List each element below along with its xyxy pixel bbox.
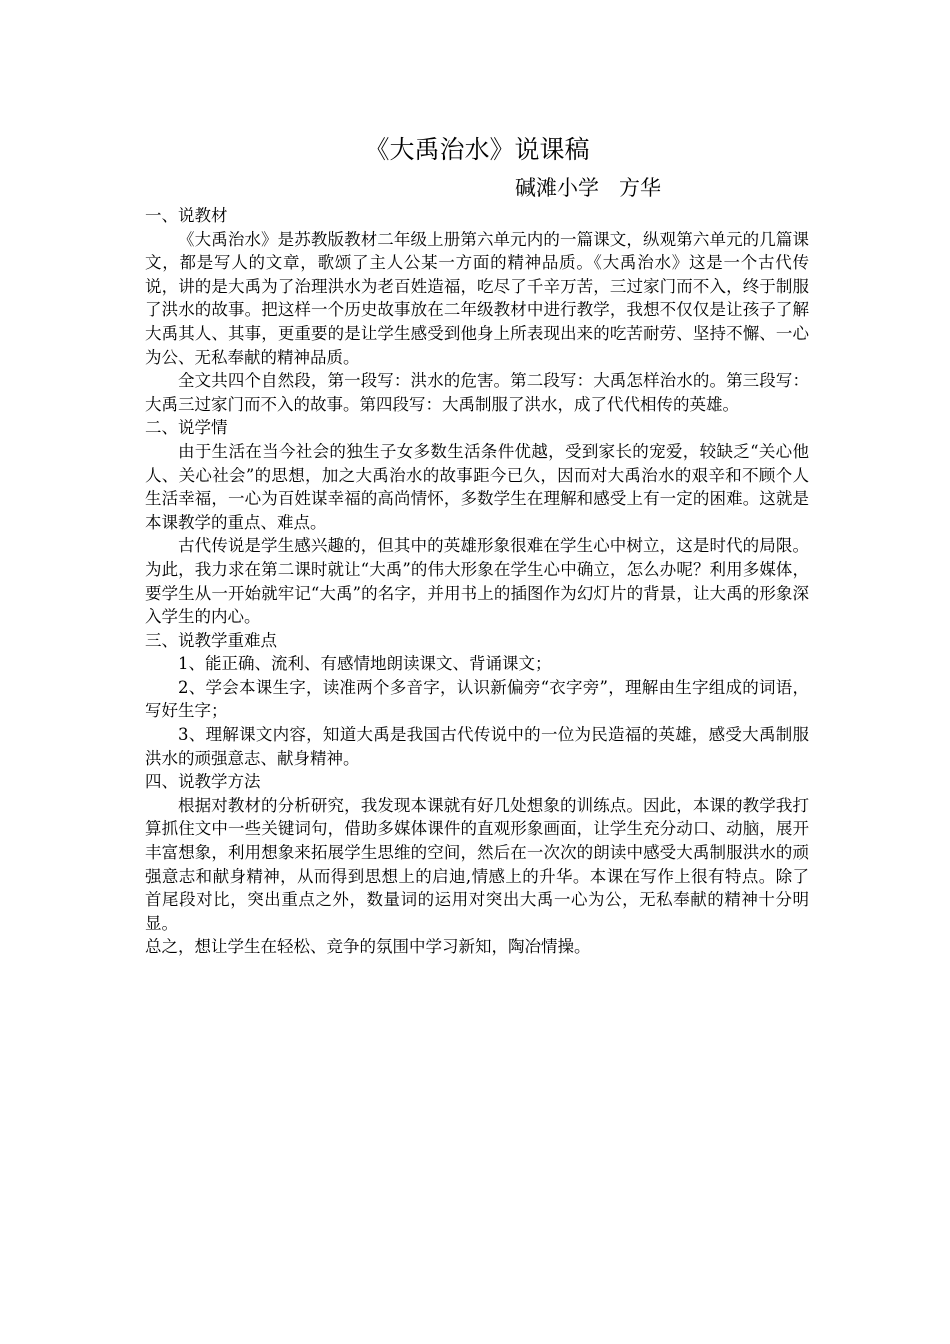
paragraph: 古代传说是学生感兴趣的，但其中的英雄形象很难在学生心中树立，这是时代的局限。为此，我力求在第二课时就让“大禹”的伟大形象在学生心中确立，怎么办呢？利用多媒体，要学生从一开始就牢记“大禹”的名字，并用书上的插图作为幻灯片的背景，让大禹的形象深入学生的内心。: [145, 536, 809, 627]
list-item: 1、能正确、流利、有感情地朗读课文、背诵课文；: [178, 654, 552, 674]
document-page: [145, 128, 809, 959]
section-heading: 二、说学情: [145, 418, 228, 438]
section-key-points: [145, 629, 809, 771]
document-title: 《大禹治水》说课稿: [364, 135, 590, 164]
section-textbook: [145, 204, 809, 416]
list-item: 2、学会本课生字，读准两个多音字，认识新偏旁“衣字旁”，理解由生字组成的词语，写好生字；: [145, 677, 809, 721]
closing-paragraph: 总之，想让学生在轻松、竞争的氛围中学习新知，陶冶情操。: [145, 937, 591, 957]
author-byline: 碱滩小学 方华: [515, 176, 662, 200]
section-methods: [145, 770, 809, 935]
paragraph: 由于生活在当今社会的独生子女多数生活条件优越，受到家长的宠爱，较缺乏“关心他人、关心社会”的思想，加之大禹治水的故事距今已久，因而对大禹治水的艰辛和不顾个人生活幸福，一心为百姓谋幸福的高尚情怀，多数学生在理解和感受上有一定的困难。这就是本课教学的重点、难点。: [145, 441, 809, 532]
section-learners: [145, 416, 809, 628]
list-item: 3、理解课文内容，知道大禹是我国古代传说中的一位为民造福的英雄，感受大禹制服洪水的顽强意志、献身精神。: [145, 725, 809, 768]
paragraph: 根据对教材的分析研究，我发现本课就有好几处想象的训练点。因此，本课的教学我打算抓住文中一些关键词句，借助多媒体课件的直观形象画面，让学生充分动口、动脑，展开丰富想象，利用想象来拓展学生思维的空间，然后在一次次的朗读中感受大禹制服洪水的顽强意志和献身精神，从而得到思想上的启迪,情感上的升华。本课在写作上很有特点。除了首尾段对比，突出重点之外，数量词的运用对突出大禹一心为公，无私奉献的精神十分明显。: [145, 795, 809, 933]
section-heading: 一、说教材: [145, 206, 228, 225]
section-heading: 三、说教学重难点: [145, 630, 277, 650]
section-heading: 四、说教学方法: [145, 772, 261, 792]
paragraph: 《大禹治水》是苏教版教材二年级上册第六单元内的一篇课文，纵观第六单元的几篇课文，都是写人的文章，歌颂了主人公某一方面的精神品质。《大禹治水》这是一个古代传说，讲的是大禹为了治理洪水为老百姓造福，吃尽了千辛万苦，三过家门而不入，终于制服了洪水的故事。把这样一个历史故事放在二年级教材中进行教学，我想不仅仅是让孩子了解大禹其人、其事，更重要的是让学生感受到他身上所表现出来的吃苦耐劳、坚持不懈、一心为公、无私奉献的精神品质。: [145, 229, 809, 367]
paragraph: 全文共四个自然段，第一段写：洪水的危害。第二段写：大禹怎样治水的。第三段写：大禹三过家门而不入的故事。第四段写：大禹制服了洪水，成了代代相传的英雄。: [145, 371, 809, 414]
